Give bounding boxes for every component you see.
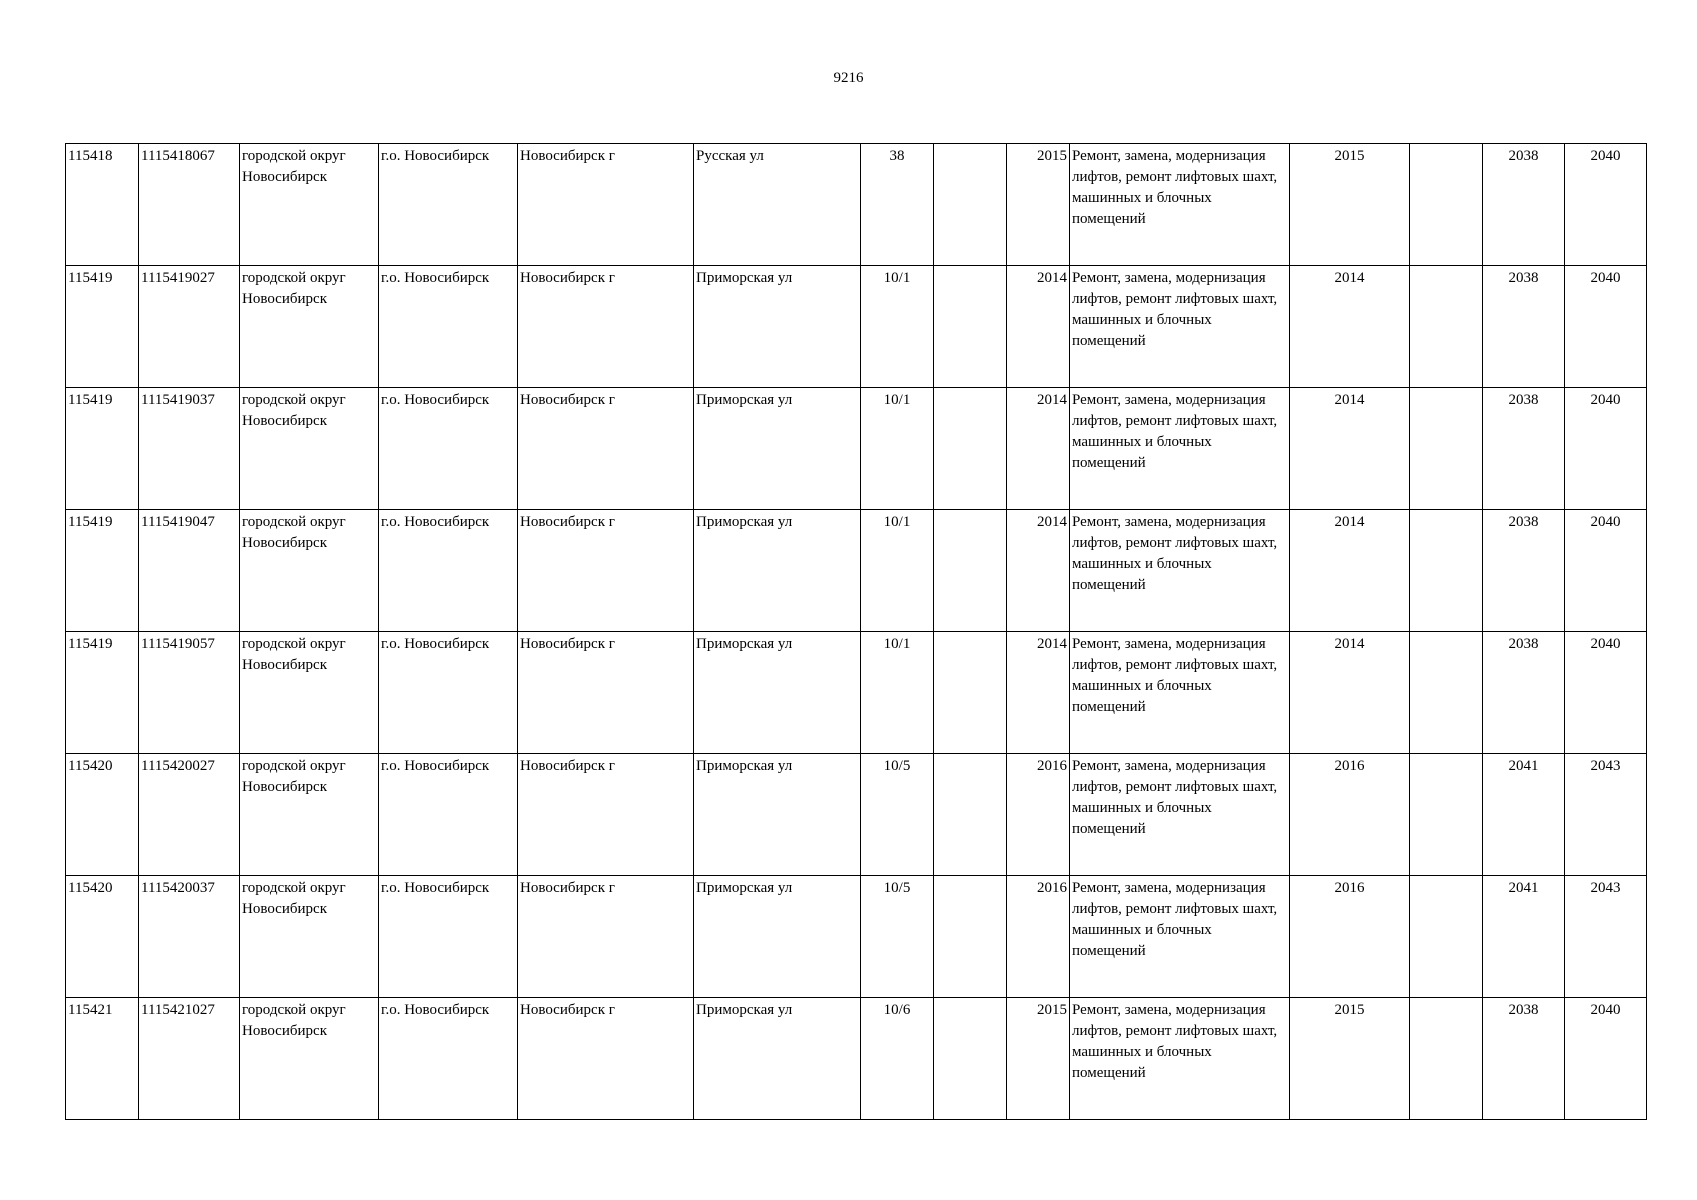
cell-code: 1115419047 <box>139 510 240 632</box>
cell-id: 115418 <box>66 144 139 266</box>
cell-street: Приморская ул <box>694 876 861 998</box>
cell-city: Новосибирск г <box>518 754 694 876</box>
cell-district: городской округ Новосибирск <box>240 266 379 388</box>
cell-work-type: Ремонт, замена, модернизация лифтов, ремонт лифтовых шахт, машинных и блочных помещений <box>1070 876 1290 998</box>
cell-district: городской округ Новосибирск <box>240 998 379 1120</box>
cell-street: Приморская ул <box>694 998 861 1120</box>
cell-year-from: 2038 <box>1483 632 1565 754</box>
cell-year-built: 2016 <box>1007 876 1070 998</box>
cell-street: Приморская ул <box>694 388 861 510</box>
cell-work-year: 2014 <box>1290 388 1410 510</box>
cell-code: 1115418067 <box>139 144 240 266</box>
cell-code: 1115421027 <box>139 998 240 1120</box>
cell-year-to: 2040 <box>1565 998 1647 1120</box>
cell-municipality: г.о. Новосибирск <box>379 998 518 1120</box>
cell-code: 1115419037 <box>139 388 240 510</box>
cell-building <box>934 632 1007 754</box>
table-row <box>66 388 1647 510</box>
cell-work-type: Ремонт, замена, модернизация лифтов, ремонт лифтовых шахт, машинных и блочных помещений <box>1070 754 1290 876</box>
cell-municipality: г.о. Новосибирск <box>379 266 518 388</box>
cell-year-to: 2040 <box>1565 388 1647 510</box>
cell-year-built: 2016 <box>1007 754 1070 876</box>
cell-city: Новосибирск г <box>518 388 694 510</box>
cell-year-built: 2015 <box>1007 998 1070 1120</box>
cell-work-year: 2015 <box>1290 998 1410 1120</box>
cell-year-built: 2014 <box>1007 388 1070 510</box>
cell-year-to: 2043 <box>1565 754 1647 876</box>
cell-street: Приморская ул <box>694 754 861 876</box>
cell-building <box>934 510 1007 632</box>
cell-code: 1115419057 <box>139 632 240 754</box>
cell-building <box>934 266 1007 388</box>
cell-extra <box>1410 388 1483 510</box>
cell-work-year: 2016 <box>1290 876 1410 998</box>
cell-work-type: Ремонт, замена, модернизация лифтов, ремонт лифтовых шахт, машинных и блочных помещений <box>1070 144 1290 266</box>
cell-year-to: 2040 <box>1565 510 1647 632</box>
cell-district: городской округ Новосибирск <box>240 144 379 266</box>
cell-extra <box>1410 510 1483 632</box>
cell-building <box>934 388 1007 510</box>
cell-work-type: Ремонт, замена, модернизация лифтов, ремонт лифтовых шахт, машинных и блочных помещений <box>1070 510 1290 632</box>
cell-district: городской округ Новосибирск <box>240 876 379 998</box>
cell-work-year: 2014 <box>1290 632 1410 754</box>
cell-year-from: 2038 <box>1483 144 1565 266</box>
cell-code: 1115419027 <box>139 266 240 388</box>
cell-year-to: 2043 <box>1565 876 1647 998</box>
table-row <box>66 754 1647 876</box>
cell-work-type: Ремонт, замена, модернизация лифтов, ремонт лифтовых шахт, машинных и блочных помещений <box>1070 388 1290 510</box>
cell-city: Новосибирск г <box>518 998 694 1120</box>
cell-year-from: 2041 <box>1483 754 1565 876</box>
cell-year-built: 2015 <box>1007 144 1070 266</box>
cell-year-built: 2014 <box>1007 510 1070 632</box>
cell-street: Приморская ул <box>694 632 861 754</box>
page-number: 9216 <box>833 70 864 86</box>
cell-district: городской округ Новосибирск <box>240 754 379 876</box>
cell-building <box>934 998 1007 1120</box>
cell-id: 115419 <box>66 266 139 388</box>
cell-work-year: 2014 <box>1290 266 1410 388</box>
cell-work-type: Ремонт, замена, модернизация лифтов, ремонт лифтовых шахт, машинных и блочных помещений <box>1070 632 1290 754</box>
cell-building <box>934 144 1007 266</box>
cell-code: 1115420037 <box>139 876 240 998</box>
cell-house: 10/5 <box>861 754 934 876</box>
table-row <box>66 144 1647 266</box>
cell-city: Новосибирск г <box>518 144 694 266</box>
cell-house: 10/6 <box>861 998 934 1120</box>
cell-building <box>934 876 1007 998</box>
cell-city: Новосибирск г <box>518 266 694 388</box>
cell-house: 38 <box>861 144 934 266</box>
cell-district: городской округ Новосибирск <box>240 632 379 754</box>
cell-municipality: г.о. Новосибирск <box>379 510 518 632</box>
table-row <box>66 876 1647 998</box>
cell-id: 115421 <box>66 998 139 1120</box>
cell-city: Новосибирск г <box>518 876 694 998</box>
cell-code: 1115420027 <box>139 754 240 876</box>
cell-id: 115419 <box>66 632 139 754</box>
cell-municipality: г.о. Новосибирск <box>379 632 518 754</box>
cell-district: городской округ Новосибирск <box>240 388 379 510</box>
cell-year-to: 2040 <box>1565 266 1647 388</box>
cell-extra <box>1410 144 1483 266</box>
cell-municipality: г.о. Новосибирск <box>379 144 518 266</box>
table-row <box>66 266 1647 388</box>
cell-extra <box>1410 998 1483 1120</box>
cell-house: 10/1 <box>861 510 934 632</box>
cell-work-type: Ремонт, замена, модернизация лифтов, ремонт лифтовых шахт, машинных и блочных помещений <box>1070 998 1290 1120</box>
cell-municipality: г.о. Новосибирск <box>379 876 518 998</box>
cell-city: Новосибирск г <box>518 510 694 632</box>
cell-year-from: 2038 <box>1483 510 1565 632</box>
cell-year-from: 2038 <box>1483 388 1565 510</box>
cell-year-from: 2041 <box>1483 876 1565 998</box>
cell-work-type: Ремонт, замена, модернизация лифтов, ремонт лифтовых шахт, машинных и блочных помещений <box>1070 266 1290 388</box>
cell-extra <box>1410 876 1483 998</box>
cell-id: 115420 <box>66 754 139 876</box>
cell-building <box>934 754 1007 876</box>
cell-house: 10/1 <box>861 632 934 754</box>
cell-id: 115419 <box>66 388 139 510</box>
cell-id: 115419 <box>66 510 139 632</box>
cell-id: 115420 <box>66 876 139 998</box>
cell-street: Русская ул <box>694 144 861 266</box>
cell-street: Приморская ул <box>694 266 861 388</box>
cell-house: 10/5 <box>861 876 934 998</box>
cell-year-built: 2014 <box>1007 632 1070 754</box>
cell-municipality: г.о. Новосибирск <box>379 754 518 876</box>
cell-city: Новосибирск г <box>518 632 694 754</box>
table-body <box>66 144 1647 1120</box>
cell-extra <box>1410 754 1483 876</box>
cell-house: 10/1 <box>861 266 934 388</box>
cell-work-year: 2015 <box>1290 144 1410 266</box>
table-row <box>66 510 1647 632</box>
cell-year-built: 2014 <box>1007 266 1070 388</box>
cell-extra <box>1410 266 1483 388</box>
registry-table <box>65 143 1647 1120</box>
cell-year-from: 2038 <box>1483 266 1565 388</box>
cell-district: городской округ Новосибирск <box>240 510 379 632</box>
cell-year-from: 2038 <box>1483 998 1565 1120</box>
cell-year-to: 2040 <box>1565 144 1647 266</box>
cell-extra <box>1410 632 1483 754</box>
cell-municipality: г.о. Новосибирск <box>379 388 518 510</box>
cell-year-to: 2040 <box>1565 632 1647 754</box>
table-row <box>66 632 1647 754</box>
cell-work-year: 2016 <box>1290 754 1410 876</box>
cell-house: 10/1 <box>861 388 934 510</box>
cell-street: Приморская ул <box>694 510 861 632</box>
cell-work-year: 2014 <box>1290 510 1410 632</box>
table-row <box>66 998 1647 1120</box>
